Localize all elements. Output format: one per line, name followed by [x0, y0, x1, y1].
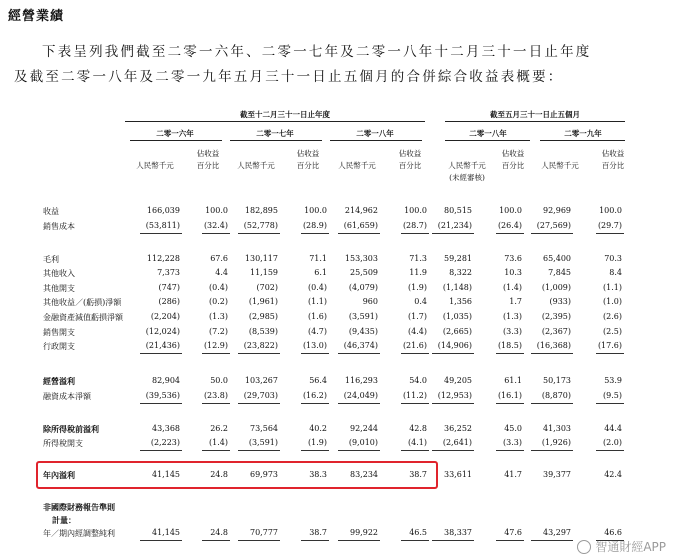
rule: [540, 140, 625, 141]
cell-value: (1,148): [442, 283, 472, 292]
cell-value: (1.9): [308, 438, 327, 447]
cell-value: 39,377: [543, 470, 571, 479]
cell-value: (1.9): [408, 283, 427, 292]
cell-value: (1.4): [209, 438, 228, 447]
cell-value: (3,591): [348, 312, 378, 321]
cell-value: 24.8: [210, 528, 228, 537]
cell-value: (2.5): [603, 327, 622, 336]
cell-value: (1,035): [442, 312, 472, 321]
cell-value: (4,079): [348, 283, 378, 292]
cell-value: (2,223): [150, 438, 180, 447]
cell-value: 38.3: [309, 470, 327, 479]
cell-value: 103,267: [244, 376, 278, 385]
subtotal-rule: [401, 403, 429, 404]
col-header-rmb: 人民幣千元: [448, 161, 486, 170]
cell-value: 7,373: [157, 268, 180, 277]
cell-value: 8.4: [609, 268, 622, 277]
subtotal-rule: [301, 540, 329, 541]
watermark-text: 智通財經APP: [595, 540, 666, 554]
intro-line-2: 及截至二零一八年及二零一九年五月三十一日止五個月的合併綜合收益表概要：: [14, 69, 564, 85]
subtotal-rule: [496, 540, 524, 541]
row-label: 所得稅開支: [43, 439, 83, 448]
col-header-pct: 佔收益: [501, 149, 525, 158]
cell-value: 41,145: [152, 470, 180, 479]
cell-value: (1,926): [541, 438, 571, 447]
cell-value: (16.1): [497, 391, 522, 400]
cell-value: 0.4: [414, 297, 427, 306]
cell-value: (4.4): [408, 327, 427, 336]
cell-value: 46.6: [604, 528, 622, 537]
cell-value: (1.3): [209, 312, 228, 321]
year-header: 二零一七年: [256, 129, 294, 138]
cell-value: 71.1: [309, 254, 327, 263]
subtotal-rule: [238, 403, 280, 404]
cell-value: 10.3: [504, 268, 522, 277]
row-label: 收益: [43, 207, 59, 216]
cell-value: (3.3): [503, 438, 522, 447]
cell-value: (286): [158, 297, 180, 306]
col-header-pct: 佔收益: [398, 149, 422, 158]
cell-value: (933): [549, 297, 571, 306]
cell-value: (2.6): [603, 312, 622, 321]
cell-value: 47.6: [504, 528, 522, 537]
cell-value: 56.4: [309, 376, 327, 385]
cell-value: 92,244: [350, 424, 378, 433]
cell-value: 11,159: [250, 268, 278, 277]
cell-value: (2.0): [603, 438, 622, 447]
cell-value: 49,205: [444, 376, 472, 385]
col-header-pct: 佔收益: [601, 149, 625, 158]
cell-value: 70,777: [250, 528, 278, 537]
cell-value: 42.4: [604, 470, 622, 479]
subtotal-rule: [496, 233, 524, 234]
col-header-unaudited: (未經審核): [449, 173, 485, 182]
cell-value: (29.7): [597, 221, 622, 230]
subtotal-rule: [202, 540, 230, 541]
cell-value: 40.2: [309, 424, 327, 433]
cell-value: (27,569): [536, 221, 571, 230]
subtotal-rule: [596, 233, 624, 234]
row-label: 毛利: [43, 255, 59, 264]
year-header: 二零一九年: [564, 129, 602, 138]
cell-value: (11.2): [402, 391, 427, 400]
nonifrs-heading: 非國際財務報告準則: [43, 502, 115, 512]
subtotal-rule: [531, 233, 573, 234]
cell-value: (12,024): [145, 327, 180, 336]
subtotal-rule: [496, 450, 524, 451]
subtotal-rule: [401, 233, 429, 234]
cell-value: 44.4: [604, 424, 622, 433]
cell-value: 100.0: [304, 206, 327, 215]
cell-value: 61.1: [504, 376, 522, 385]
intro-line-1: 下表呈列我們截至二零一六年、二零一七年及二零一八年十二月三十一日止年度: [42, 44, 592, 60]
cell-value: (1.6): [308, 312, 327, 321]
row-label: 融資成本淨額: [43, 392, 91, 401]
subtotal-rule: [338, 233, 380, 234]
col-header-rmb: 人民幣千元: [136, 161, 174, 170]
cell-value: 8,322: [449, 268, 472, 277]
row-label: 其他開支: [43, 284, 75, 293]
cell-value: (32.4): [203, 221, 228, 230]
cell-value: 182,895: [244, 206, 278, 215]
cell-value: (2,204): [150, 312, 180, 321]
subtotal-rule: [432, 450, 474, 451]
cell-value: 99,922: [350, 528, 378, 537]
row-label: 其他收益／(虧損)淨額: [43, 298, 122, 307]
subtotal-rule: [401, 540, 429, 541]
row-label: 年內溢利: [43, 470, 75, 480]
rule: [445, 121, 625, 122]
row-label: 除所得稅前溢利: [43, 424, 99, 434]
subtotal-rule: [140, 233, 182, 234]
cell-value: 69,973: [250, 470, 278, 479]
subtotal-rule: [140, 353, 182, 354]
cell-value: 1,356: [449, 297, 472, 306]
subtotal-rule: [401, 450, 429, 451]
cell-value: 70.3: [604, 254, 622, 263]
row-label: 銷售成本: [43, 222, 75, 231]
cell-value: 80,515: [444, 206, 472, 215]
cell-value: (21,234): [437, 221, 472, 230]
subtotal-rule: [338, 540, 380, 541]
subtotal-rule: [238, 540, 280, 541]
cell-value: 82,904: [152, 376, 180, 385]
subtotal-rule: [496, 353, 524, 354]
cell-value: 53.9: [604, 376, 622, 385]
cell-value: (14,906): [437, 341, 472, 350]
cell-value: (28.7): [402, 221, 427, 230]
col-header-pct: 百分比: [398, 161, 422, 170]
subtotal-rule: [301, 450, 329, 451]
subtotal-rule: [238, 353, 280, 354]
cell-value: 92,969: [543, 206, 571, 215]
cell-value: 100.0: [404, 206, 427, 215]
row-label: 行政開支: [43, 342, 75, 351]
subtotal-rule: [531, 540, 573, 541]
cell-value: 83,234: [350, 470, 378, 479]
col-header-pct: 佔收益: [296, 149, 320, 158]
subtotal-rule: [432, 233, 474, 234]
cell-value: 38,337: [444, 528, 472, 537]
cell-value: 41.7: [504, 470, 522, 479]
rule: [445, 140, 530, 141]
cell-value: 42.8: [409, 424, 427, 433]
cell-value: (702): [256, 283, 278, 292]
cell-value: 24.8: [210, 470, 228, 479]
cell-value: (0.4): [308, 283, 327, 292]
cell-value: 33,611: [444, 470, 472, 479]
subtotal-rule: [202, 450, 230, 451]
cell-value: (2,665): [442, 327, 472, 336]
group-header-5m: 截至五月三十一日止五個月: [490, 110, 580, 119]
row-label: 銷售開支: [43, 328, 75, 337]
highlight-box: [36, 461, 438, 489]
col-header-pct: 百分比: [196, 161, 220, 170]
cell-value: 11.9: [409, 268, 427, 277]
subtotal-rule: [432, 403, 474, 404]
row-label: 其他收入: [43, 269, 75, 278]
cell-value: (1.1): [308, 297, 327, 306]
cell-value: (1,961): [248, 297, 278, 306]
cell-value: (0.2): [209, 297, 228, 306]
cell-value: 43,297: [543, 528, 571, 537]
subtotal-rule: [140, 450, 182, 451]
subtotal-rule: [301, 353, 329, 354]
cell-value: 153,303: [344, 254, 378, 263]
cell-value: 41,303: [543, 424, 571, 433]
cell-value: 45.0: [504, 424, 522, 433]
subtotal-rule: [202, 403, 230, 404]
cell-value: 100.0: [205, 206, 228, 215]
cell-value: (1,009): [541, 283, 571, 292]
cell-value: 960: [362, 297, 378, 306]
cell-value: 112,228: [146, 254, 180, 263]
cell-value: (1.0): [603, 297, 622, 306]
cell-value: 54.0: [409, 376, 427, 385]
year-header: 二零一六年: [156, 129, 194, 138]
cell-value: (8,539): [248, 327, 278, 336]
cell-value: (16,368): [536, 341, 571, 350]
cell-value: 7,845: [548, 268, 571, 277]
cell-value: 214,962: [344, 206, 378, 215]
col-header-rmb: 人民幣千元: [541, 161, 579, 170]
cell-value: 36,252: [444, 424, 472, 433]
cell-value: (4.7): [308, 327, 327, 336]
cell-value: 43,368: [152, 424, 180, 433]
subtotal-rule: [338, 450, 380, 451]
rule: [230, 140, 322, 141]
cell-value: (12,953): [437, 391, 472, 400]
subtotal-rule: [531, 353, 573, 354]
cell-value: 38.7: [409, 470, 427, 479]
rule: [130, 140, 222, 141]
row-label: 金融資產減值虧損淨額: [43, 313, 123, 322]
cell-value: (28.9): [302, 221, 327, 230]
cell-value: 71.3: [409, 254, 427, 263]
cell-value: 100.0: [499, 206, 522, 215]
col-header-pct: 佔收益: [196, 149, 220, 158]
cell-value: (7.2): [209, 327, 228, 336]
rule: [125, 121, 425, 122]
cell-value: (1.3): [503, 312, 522, 321]
cell-value: 116,293: [344, 376, 378, 385]
subtotal-rule: [531, 450, 573, 451]
cell-value: (18.5): [497, 341, 522, 350]
cell-value: 1.7: [509, 297, 522, 306]
year-header: 二零一八年: [469, 129, 507, 138]
subtotal-rule: [596, 403, 624, 404]
cell-value: (8,870): [541, 391, 571, 400]
cell-value: 26.2: [210, 424, 228, 433]
cell-value: (4.1): [408, 438, 427, 447]
cell-value: (2,395): [541, 312, 571, 321]
subtotal-rule: [238, 450, 280, 451]
col-header-rmb: 人民幣千元: [237, 161, 275, 170]
cell-value: (3,591): [248, 438, 278, 447]
cell-value: 25,509: [350, 268, 378, 277]
logo-icon: [577, 540, 591, 554]
cell-value: 38.7: [309, 528, 327, 537]
cell-value: (0.4): [209, 283, 228, 292]
subtotal-rule: [238, 233, 280, 234]
cell-value: (26.4): [497, 221, 522, 230]
subtotal-rule: [596, 450, 624, 451]
cell-value: (2,367): [541, 327, 571, 336]
cell-value: (21.6): [402, 341, 427, 350]
cell-value: (17.6): [597, 341, 622, 350]
subtotal-rule: [432, 353, 474, 354]
cell-value: 130,117: [244, 254, 278, 263]
cell-value: 73.6: [504, 254, 522, 263]
subtotal-rule: [140, 540, 182, 541]
rule: [330, 140, 422, 141]
cell-value: (9.5): [603, 391, 622, 400]
cell-value: (29,703): [243, 391, 278, 400]
cell-value: (21,436): [145, 341, 180, 350]
cell-value: 6.1: [314, 268, 327, 277]
subtotal-rule: [202, 353, 230, 354]
subtotal-rule: [432, 540, 474, 541]
cell-value: (1.7): [408, 312, 427, 321]
cell-value: (12.9): [203, 341, 228, 350]
cell-value: (2,641): [442, 438, 472, 447]
cell-value: (13.0): [302, 341, 327, 350]
cell-value: (9,435): [348, 327, 378, 336]
subtotal-rule: [338, 403, 380, 404]
subtotal-rule: [596, 353, 624, 354]
cell-value: 67.6: [210, 254, 228, 263]
cell-value: (61,659): [343, 221, 378, 230]
col-header-pct: 百分比: [601, 161, 625, 170]
row-label: 經營溢利: [43, 376, 75, 386]
subtotal-rule: [338, 353, 380, 354]
cell-value: (16.2): [302, 391, 327, 400]
subtotal-rule: [301, 403, 329, 404]
col-header-pct: 百分比: [296, 161, 320, 170]
cell-value: (23.8): [203, 391, 228, 400]
cell-value: 4.4: [215, 268, 228, 277]
group-header-year: 截至十二月三十一日止年度: [240, 110, 330, 119]
watermark: [577, 538, 666, 555]
cell-value: (52,778): [243, 221, 278, 230]
subtotal-rule: [140, 403, 182, 404]
cell-value: (2,985): [248, 312, 278, 321]
cell-value: (1.4): [503, 283, 522, 292]
cell-value: (3.3): [503, 327, 522, 336]
cell-value: 46.5: [409, 528, 427, 537]
nonifrs-heading-2: 計量：: [52, 515, 76, 525]
cell-value: (39,536): [145, 391, 180, 400]
cell-value: (1.1): [603, 283, 622, 292]
subtotal-rule: [401, 353, 429, 354]
cell-value: (24,049): [343, 391, 378, 400]
subtotal-rule: [301, 233, 329, 234]
col-header-rmb: 人民幣千元: [338, 161, 376, 170]
cell-value: 73,564: [250, 424, 278, 433]
subtotal-rule: [531, 403, 573, 404]
cell-value: 50,173: [543, 376, 571, 385]
cell-value: (747): [158, 283, 180, 292]
row-label: 年／期內經調整純利: [43, 529, 115, 538]
cell-value: (23,822): [243, 341, 278, 350]
section-title: 經營業績: [8, 9, 65, 24]
cell-value: 65,400: [543, 254, 571, 263]
cell-value: (53,811): [145, 221, 180, 230]
cell-value: 59,281: [444, 254, 472, 263]
col-header-pct: 百分比: [501, 161, 525, 170]
cell-value: 166,039: [146, 206, 180, 215]
cell-value: 100.0: [599, 206, 622, 215]
subtotal-rule: [496, 403, 524, 404]
cell-value: (46,374): [343, 341, 378, 350]
cell-value: 41,145: [152, 528, 180, 537]
cell-value: (9,010): [348, 438, 378, 447]
year-header: 二零一八年: [356, 129, 394, 138]
cell-value: 50.0: [210, 376, 228, 385]
subtotal-rule: [202, 233, 230, 234]
